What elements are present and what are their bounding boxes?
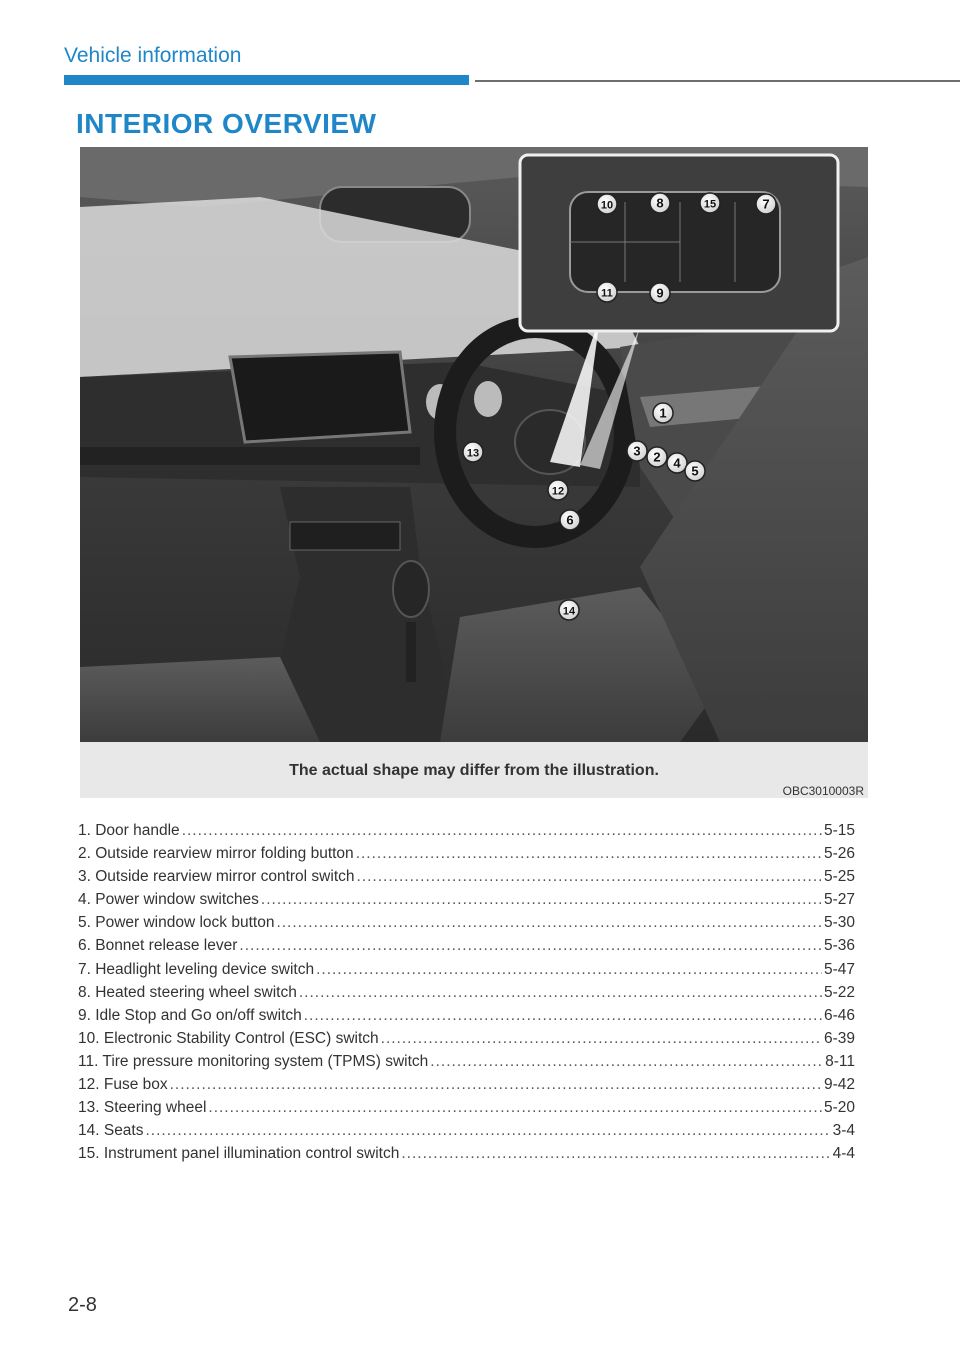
- list-item: [78, 1007, 855, 1030]
- callout-tag-7: [756, 194, 776, 214]
- item-page-reference: 5-47: [823, 960, 855, 978]
- item-page-reference: 6-39: [823, 1029, 855, 1047]
- callout-tag-6: [560, 510, 580, 530]
- item-label: 11. Tire pressure monitoring system (TPMS) switch: [78, 1052, 429, 1070]
- dot-leader: [182, 822, 822, 840]
- list-item: [78, 891, 855, 914]
- svg-text:13: 13: [466, 447, 480, 460]
- list-item: [78, 1030, 855, 1053]
- svg-text:11: 11: [601, 287, 613, 300]
- dot-leader: [316, 961, 822, 979]
- dot-leader: [146, 1122, 831, 1140]
- item-label: 1. Door handle: [78, 822, 180, 839]
- list-item: [78, 984, 855, 1007]
- dot-leader: [356, 845, 822, 863]
- svg-text:12: 12: [551, 485, 565, 498]
- callout-tag-15: [700, 193, 720, 213]
- svg-text:3: 3: [633, 443, 641, 459]
- list-item: [78, 1076, 855, 1099]
- svg-text:4: 4: [673, 455, 681, 471]
- dot-leader: [261, 891, 822, 909]
- item-page-reference: 4-4: [832, 1145, 855, 1163]
- list-item: [78, 868, 855, 891]
- item-page-reference: 5-25: [823, 868, 855, 886]
- item-label: 3. Outside rearview mirror control switch: [78, 868, 355, 886]
- svg-text:9: 9: [656, 285, 664, 301]
- list-item: [78, 822, 855, 845]
- figure-code: OBC3010003R: [782, 784, 864, 798]
- dot-leader: [208, 1099, 822, 1117]
- callout-tag-5: [685, 461, 705, 481]
- component-list: [78, 822, 855, 1168]
- list-item: [78, 961, 855, 984]
- item-page-reference: 5-15: [823, 822, 855, 839]
- list-item: [78, 914, 855, 937]
- callout-tag-1: [653, 403, 673, 423]
- item-label: 5. Power window lock button: [78, 914, 275, 932]
- item-label: 8. Heated steering wheel switch: [78, 983, 297, 1001]
- callout-tag-13: [463, 442, 483, 462]
- list-item: [78, 937, 855, 960]
- item-page-reference: 8-11: [825, 1052, 855, 1070]
- dot-leader: [381, 1030, 822, 1048]
- list-item: [78, 1122, 855, 1145]
- callout-tag-11: [597, 282, 617, 302]
- section-title: Vehicle information: [64, 44, 242, 67]
- item-label: 9. Idle Stop and Go on/off switch: [78, 1006, 302, 1024]
- callout-tag-12: [548, 480, 568, 500]
- svg-text:10: 10: [600, 199, 614, 212]
- dot-leader: [430, 1053, 823, 1071]
- callout-tag-9: [650, 283, 670, 303]
- callout-tag-10: [597, 194, 617, 214]
- svg-text:5: 5: [691, 463, 699, 479]
- callout-tag-14: [559, 600, 579, 620]
- item-page-reference: 9-42: [823, 1076, 855, 1094]
- interior-illustration: [80, 147, 868, 742]
- item-page-reference: 5-22: [823, 983, 855, 1001]
- figure-caption-bar: [80, 742, 868, 798]
- svg-text:6: 6: [566, 512, 574, 528]
- svg-text:15: 15: [703, 198, 717, 211]
- figure-caption: The actual shape may differ from the illustration.: [289, 762, 659, 779]
- page-title: INTERIOR OVERVIEW: [76, 108, 377, 139]
- list-item: [78, 845, 855, 868]
- item-label: 2. Outside rearview mirror folding button: [78, 845, 354, 863]
- dot-leader: [170, 1076, 822, 1094]
- svg-text:1: 1: [659, 405, 667, 421]
- item-label: 4. Power window switches: [78, 891, 259, 909]
- header-rule-accent: [64, 75, 469, 85]
- dot-leader: [401, 1145, 830, 1163]
- callout-tag-2: [647, 447, 667, 467]
- item-page-reference: 5-26: [823, 845, 855, 863]
- callout-tag-3: [627, 441, 647, 461]
- callout-tag-4: [667, 453, 687, 473]
- item-page-reference: 5-20: [823, 1099, 855, 1117]
- item-label: 14. Seats: [78, 1122, 144, 1140]
- dot-leader: [304, 1007, 822, 1025]
- dot-leader: [299, 984, 822, 1002]
- item-label: 13. Steering wheel: [78, 1099, 207, 1117]
- item-label: 12. Fuse box: [78, 1076, 168, 1094]
- header-rule: [475, 80, 960, 82]
- svg-text:7: 7: [762, 196, 770, 212]
- item-page-reference: 3-4: [832, 1122, 855, 1140]
- page-number: 2-8: [68, 1294, 97, 1316]
- item-label: 10. Electronic Stability Control (ESC) switch: [78, 1029, 379, 1047]
- item-page-reference: 5-36: [823, 937, 855, 955]
- item-page-reference: 5-30: [823, 914, 855, 932]
- list-item: [78, 1053, 855, 1076]
- svg-text:14: 14: [562, 605, 576, 618]
- dot-leader: [239, 937, 822, 955]
- dot-leader: [357, 868, 822, 886]
- dot-leader: [276, 914, 822, 932]
- svg-text:2: 2: [653, 449, 661, 465]
- item-label: 15. Instrument panel illumination control switch: [78, 1145, 400, 1163]
- item-page-reference: 5-27: [823, 891, 855, 909]
- svg-text:8: 8: [656, 195, 664, 211]
- item-page-reference: 6-46: [823, 1006, 855, 1024]
- list-item: [78, 1099, 855, 1122]
- item-label: 6. Bonnet release lever: [78, 937, 238, 955]
- list-item: [78, 1145, 855, 1168]
- callout-tag-8: [650, 193, 670, 213]
- item-label: 7. Headlight leveling device switch: [78, 960, 315, 978]
